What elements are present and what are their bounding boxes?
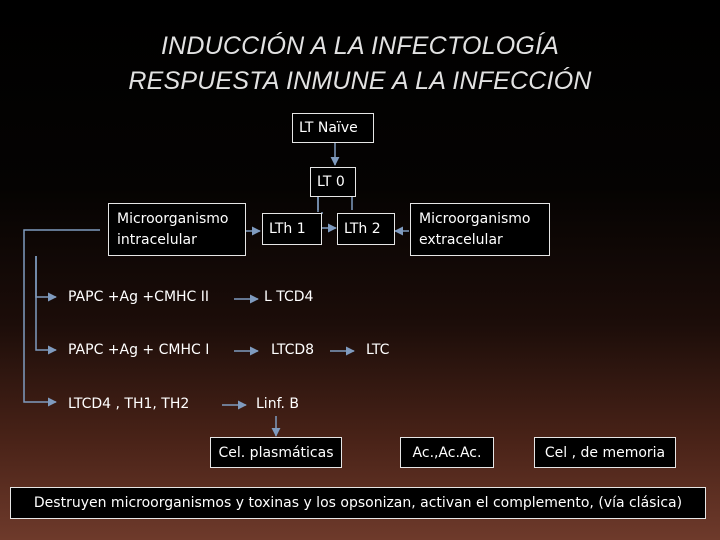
label-linf-b: Linf. B xyxy=(256,396,299,412)
node-conclusion: Destruyen microorganismos y toxinas y los opsonizan, activan el complemento, (vía clásica) xyxy=(10,487,706,519)
node-lt-naive: LT Naïve xyxy=(292,113,374,143)
title-line-1: INDUCCIÓN A LA INFECTOLOGÍA xyxy=(160,32,560,60)
label-ltcd4: L TCD4 xyxy=(264,289,314,305)
node-microorganismo-intracelular: Microorganismo intracelular xyxy=(108,203,246,256)
node-lt-0: LT 0 xyxy=(310,167,356,197)
label-ltcd4-th: LTCD4 , TH1, TH2 xyxy=(68,396,190,412)
node-cel-memoria: Cel , de memoria xyxy=(534,437,676,468)
node-lth2: LTh 2 xyxy=(337,213,395,245)
node-cel-plasmaticas: Cel. plasmáticas xyxy=(210,437,342,468)
node-ac-ac: Ac.,Ac.Ac. xyxy=(400,437,494,468)
label-papc-i: PAPC +Ag + CMHC I xyxy=(68,342,210,358)
bracket-top xyxy=(36,256,56,297)
node-lth1: LTh 1 xyxy=(262,213,322,245)
node-microorganismo-extracelular: Microorganismo extracelular xyxy=(410,203,550,256)
title-line-2: RESPUESTA INMUNE A LA INFECCIÓN xyxy=(128,67,592,95)
label-ltc: LTC xyxy=(366,342,390,358)
label-ltcd8: LTCD8 xyxy=(271,342,315,358)
label-papc-ii: PAPC +Ag +CMHC II xyxy=(68,289,210,305)
bracket-mid xyxy=(36,256,56,350)
